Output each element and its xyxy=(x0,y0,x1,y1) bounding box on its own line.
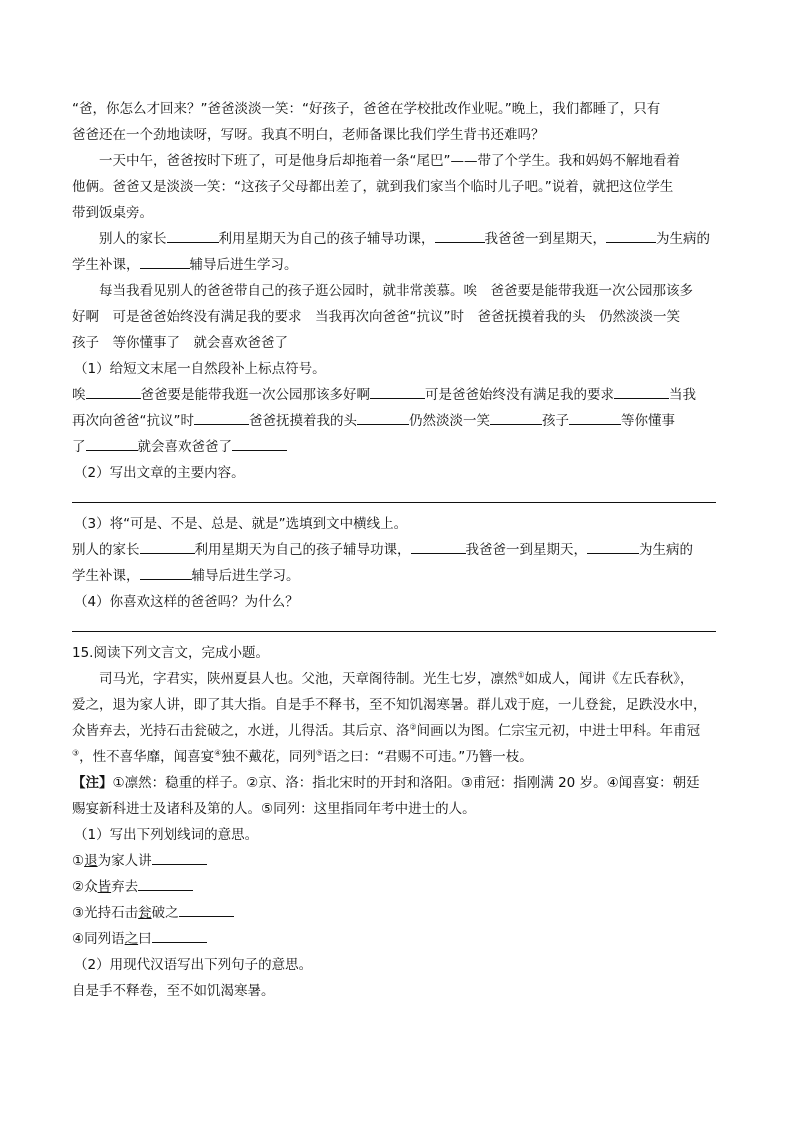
answer-blank[interactable] xyxy=(232,436,287,451)
note-line: 赐宴新科进士及诸科及第的人。⑤同列：这里指同年考中进士的人。 xyxy=(72,801,476,817)
text: 司马光，字君实，陕州夏县人也。父池，天章阁待制。光生七岁，凛然 xyxy=(99,671,518,687)
sub-question-1-title: （1）写出下列划线词的意思。 xyxy=(74,827,259,843)
answer-blank[interactable] xyxy=(140,539,195,554)
text: 学生补课， xyxy=(72,568,140,584)
question-2-title: （2）写出文章的主要内容。 xyxy=(74,465,245,481)
footnote-mark: ⑤ xyxy=(315,748,324,758)
note-line xyxy=(72,770,724,796)
text: 辅导后进生学习。 xyxy=(189,257,298,273)
text: 学生补课， xyxy=(72,257,140,273)
answer-blank[interactable] xyxy=(569,410,621,425)
sub-item-1 xyxy=(72,848,724,874)
question-3-line xyxy=(72,537,724,563)
classical-text-line xyxy=(72,718,724,744)
text: ① xyxy=(72,853,85,869)
text: 就会喜欢爸爸了 xyxy=(137,439,232,455)
sub-item-4 xyxy=(72,926,724,952)
text: 等你懂事 xyxy=(621,413,675,429)
document-page xyxy=(72,96,724,1004)
question-1-line xyxy=(72,408,724,434)
answer-blank[interactable] xyxy=(411,539,466,554)
text: ①凛然：稳重的样子。②京、洛：指北宋时的开封和洛阳。③甫冠：指刚满 20 岁。④闻喜宴：朝廷 xyxy=(112,775,700,791)
sub-question-2-title: （2）用现代汉语写出下列句子的意思。 xyxy=(74,957,313,973)
answer-blank[interactable] xyxy=(614,384,669,399)
text: 利用星期天为自己的孩子辅导功课， xyxy=(218,231,435,247)
text: 众皆弃去，光持石击瓮破之，水迸，儿得活。其后京、洛 xyxy=(72,723,410,739)
text: 曰 xyxy=(138,931,152,947)
passage-line: 爸爸还在一个劲地读呀，写呀。我真不明白，老师备课比我们学生背书还难吗？ xyxy=(72,127,545,143)
passage-line: 孩子 等你懂事了 就会喜欢爸爸了 xyxy=(72,335,288,351)
footnote-mark: ① xyxy=(517,670,525,680)
text: ③光持石击 xyxy=(72,905,139,921)
answer-blank[interactable] xyxy=(140,254,190,269)
text: 再次向爸爸“抗议”时 xyxy=(72,413,194,429)
text: 唉 xyxy=(72,387,86,403)
text: 为生病的 xyxy=(639,542,693,558)
answer-blank[interactable] xyxy=(152,850,207,865)
classical-text-line: 爱之，退为家人讲，即了其大指。自是手不释书，至不知饥渴寒暑。群儿戏于庭，一儿登瓮，足跌没水中， xyxy=(72,697,707,713)
question-4-title: （4）你喜欢这样的爸爸吗？为什么？ xyxy=(74,594,299,610)
text: 我爸爸一到星期天， xyxy=(484,231,606,247)
answer-line[interactable] xyxy=(72,615,716,632)
answer-blank[interactable] xyxy=(490,410,542,425)
underlined-word: 之 xyxy=(124,931,139,947)
passage-line: 带到饭桌旁。 xyxy=(72,205,153,221)
passage-line: 好啊 可是爸爸始终没有满足我的要求 当我再次向爸爸“抗议”时 爸爸抚摸着我的头 仍然淡淡一笑 xyxy=(72,309,680,325)
text: ②众 xyxy=(72,879,98,895)
question-3-line xyxy=(72,563,724,589)
text: 语之曰：“君赐不可违。”乃簪一枝。 xyxy=(323,749,533,765)
text: 为生病的 xyxy=(656,231,710,247)
answer-blank[interactable] xyxy=(606,228,656,243)
text: 爸爸抚摸着我的头 xyxy=(249,413,357,429)
text: 可是爸爸始终没有满足我的要求 xyxy=(425,387,614,403)
text: ，性不喜华靡，闻喜宴 xyxy=(79,749,215,765)
text: 独不戴花，同列 xyxy=(221,749,316,765)
answer-blank[interactable] xyxy=(167,228,219,243)
underlined-word: 退 xyxy=(84,853,98,869)
note-label: 【注】 xyxy=(72,775,113,791)
footnote-mark: ④ xyxy=(214,748,222,758)
question-1-title: （1）给短文末尾一自然段补上标点符号。 xyxy=(74,361,326,377)
question-1-line xyxy=(72,382,724,408)
footnote-mark: ② xyxy=(409,722,417,732)
text: ④同列语 xyxy=(72,931,125,947)
classical-text-line xyxy=(72,666,724,692)
answer-blank[interactable] xyxy=(138,876,193,891)
text: 弃去 xyxy=(111,879,139,895)
footnote-mark: ③ xyxy=(72,748,80,758)
passage-line: “爸，你怎么才回来？”爸爸淡淡一笑：“好孩子，爸爸在学校批改作业呢。”晚上，我们都睡了，只有 xyxy=(72,101,661,117)
question-15-title: 15.阅读下列文言文，完成小题。 xyxy=(72,645,269,661)
answer-blank[interactable] xyxy=(140,565,192,580)
text: 为家人讲 xyxy=(97,853,152,869)
answer-blank[interactable] xyxy=(435,228,485,243)
sub-item-3 xyxy=(72,900,724,926)
text: 仍然淡淡一笑 xyxy=(409,413,490,429)
text: 破之 xyxy=(151,905,179,921)
classical-text-line xyxy=(72,744,724,770)
passage-fill-line xyxy=(72,252,724,278)
passage-line: 他俩。爸爸又是淡淡一笑：“这孩子父母都出差了，就到我们家当个临时儿子吧。”说着，就把这位学生 xyxy=(72,179,674,195)
answer-blank[interactable] xyxy=(370,384,425,399)
sub-item-2 xyxy=(72,874,724,900)
text: 孩子 xyxy=(542,413,569,429)
text: 间画以为图。仁宗宝元初，中进士甲科。年甫冠 xyxy=(416,723,701,739)
answer-blank[interactable] xyxy=(179,902,234,917)
text: 了 xyxy=(72,439,86,455)
question-3-title: （3）将“可是、不是、总是、就是”选填到文中横线上。 xyxy=(74,516,408,532)
answer-blank[interactable] xyxy=(587,539,639,554)
underlined-word: 皆 xyxy=(97,879,112,895)
passage-fill-line xyxy=(72,226,724,252)
answer-blank[interactable] xyxy=(86,436,138,451)
question-1-line xyxy=(72,434,724,460)
text: 利用星期天为自己的孩子辅导功课， xyxy=(194,542,411,558)
answer-blank[interactable] xyxy=(357,410,409,425)
answer-blank[interactable] xyxy=(86,384,141,399)
text: 爸爸要是能带我逛一次公园那该多好啊 xyxy=(140,387,370,403)
text: 如成人，闻讲《左氏春秋》， xyxy=(524,671,694,687)
text: 辅导后进生学习。 xyxy=(191,568,300,584)
text: 当我 xyxy=(669,387,696,403)
answer-line[interactable] xyxy=(72,486,716,503)
text: 别人的家长 xyxy=(72,542,140,558)
sub-question-2-text: 自是手不释卷，至不如饥渴寒暑。 xyxy=(72,983,275,999)
passage-line: 每当我看见别人的爸爸带自己的孩子逛公园时，就非常羡慕。唉 爸爸要是能带我逛一次公园那该多 xyxy=(99,283,693,299)
underlined-word: 瓮 xyxy=(138,905,152,921)
text: 我爸爸一到星期天， xyxy=(465,542,587,558)
answer-blank[interactable] xyxy=(194,410,249,425)
answer-blank[interactable] xyxy=(152,928,207,943)
passage-line: 一天中午，爸爸按时下班了，可是他身后却拖着一条“尾巴”——带了个学生。我和妈妈不解地看着 xyxy=(99,153,680,169)
text: 别人的家长 xyxy=(99,231,167,247)
